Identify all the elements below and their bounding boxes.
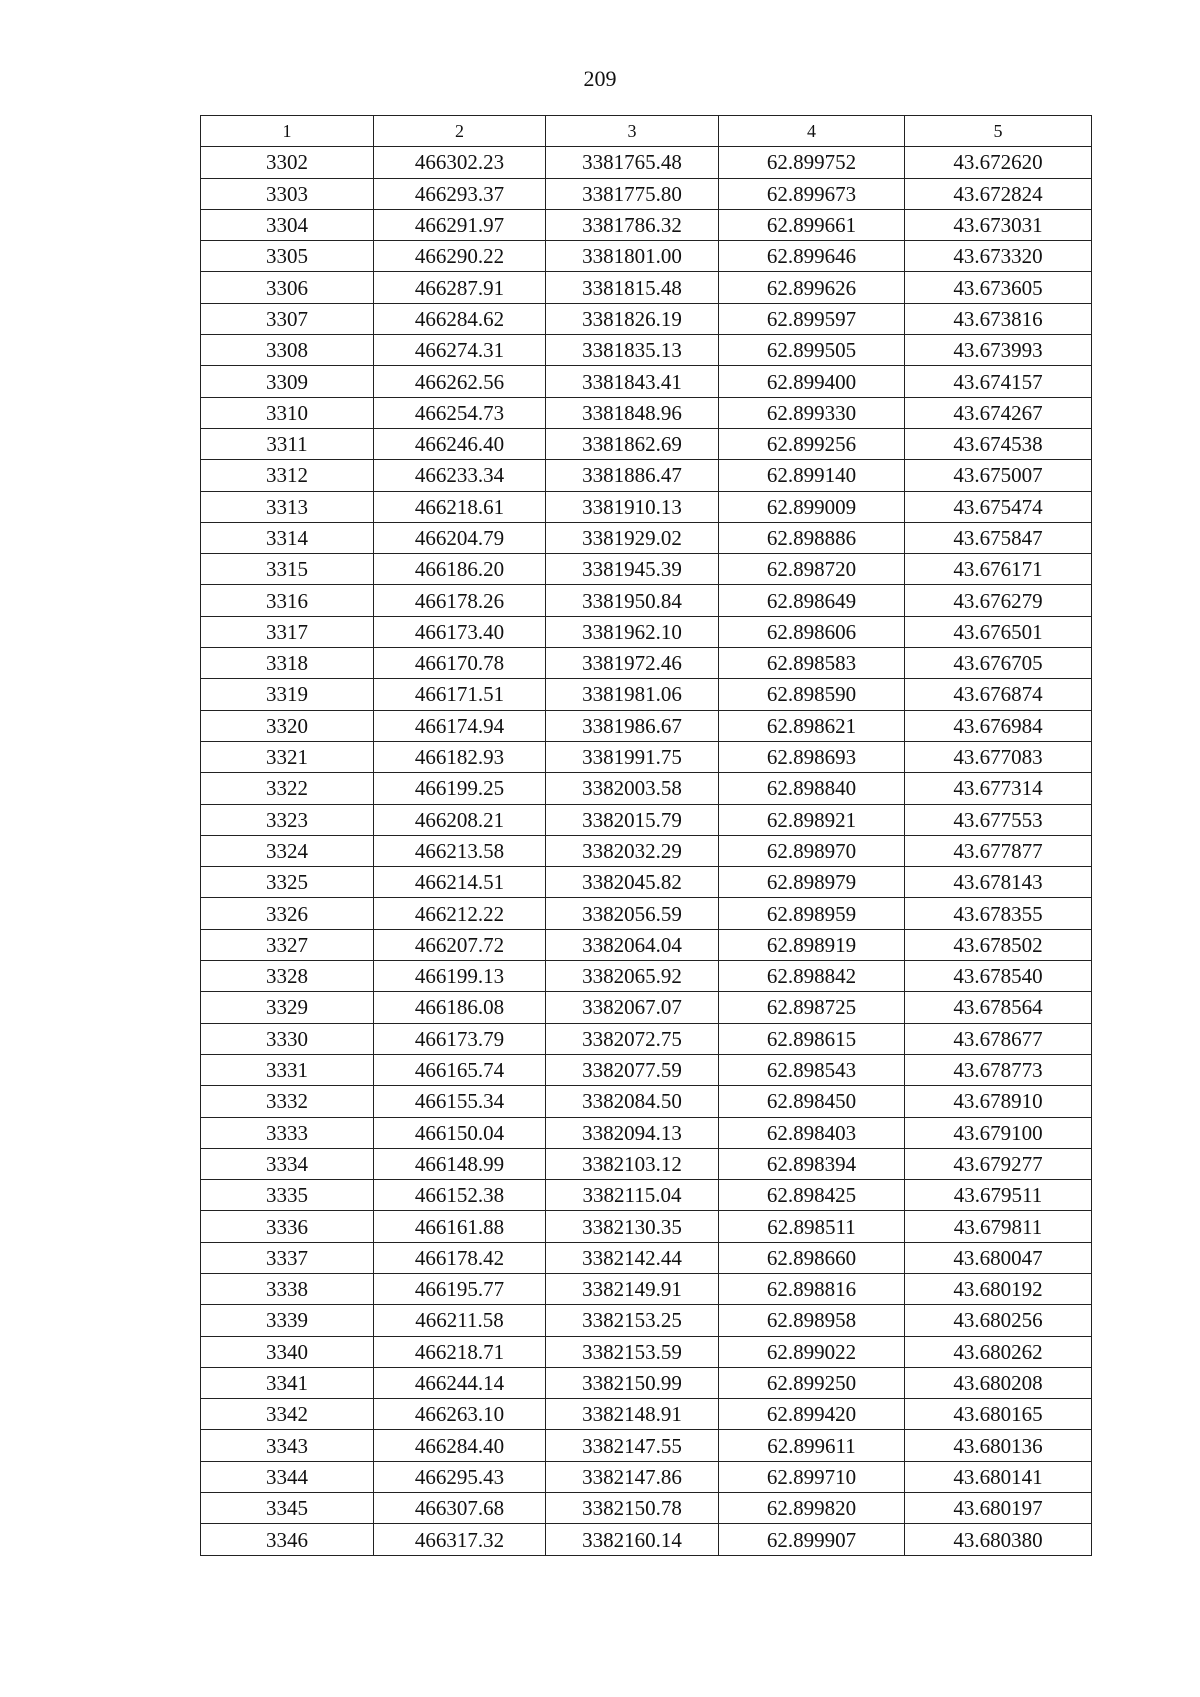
point-number-cell: 3345: [201, 1493, 374, 1524]
y-coordinate-cell: 3382072.75: [546, 1023, 719, 1054]
y-coordinate-cell: 3381986.67: [546, 710, 719, 741]
table-row: [201, 773, 1092, 804]
point-number-cell: 3322: [201, 773, 374, 804]
longitude-cell: 62.898970: [719, 835, 905, 866]
x-coordinate-cell: 466208.21: [374, 804, 546, 835]
point-number-cell: 3337: [201, 1242, 374, 1273]
table-row: [201, 1054, 1092, 1085]
latitude-cell: 43.677877: [905, 835, 1092, 866]
longitude-cell: 62.898660: [719, 1242, 905, 1273]
point-number-cell: 3319: [201, 679, 374, 710]
longitude-cell: 62.899330: [719, 397, 905, 428]
point-number-cell: 3323: [201, 804, 374, 835]
table-row: [201, 1023, 1092, 1054]
y-coordinate-cell: 3381991.75: [546, 741, 719, 772]
table-row: [201, 1273, 1092, 1304]
point-number-cell: 3332: [201, 1086, 374, 1117]
longitude-cell: 62.899250: [719, 1367, 905, 1398]
longitude-cell: 62.898919: [719, 929, 905, 960]
latitude-cell: 43.676874: [905, 679, 1092, 710]
x-coordinate-cell: 466218.71: [374, 1336, 546, 1367]
longitude-cell: 62.898403: [719, 1117, 905, 1148]
longitude-cell: 62.898979: [719, 867, 905, 898]
table-row: [201, 303, 1092, 334]
table-row: [201, 366, 1092, 397]
x-coordinate-cell: 466263.10: [374, 1399, 546, 1430]
coordinates-table: [200, 115, 1092, 1556]
x-coordinate-cell: 466174.94: [374, 710, 546, 741]
x-coordinate-cell: 466214.51: [374, 867, 546, 898]
point-number-cell: 3310: [201, 397, 374, 428]
longitude-cell: 62.898649: [719, 585, 905, 616]
longitude-cell: 62.898543: [719, 1054, 905, 1085]
point-number-cell: 3312: [201, 460, 374, 491]
longitude-cell: 62.899140: [719, 460, 905, 491]
table-row: [201, 1336, 1092, 1367]
longitude-cell: 62.899420: [719, 1399, 905, 1430]
table-row: [201, 1367, 1092, 1398]
point-number-cell: 3320: [201, 710, 374, 741]
point-number-cell: 3307: [201, 303, 374, 334]
longitude-cell: 62.898921: [719, 804, 905, 835]
table-row: [201, 1117, 1092, 1148]
point-number-cell: 3315: [201, 554, 374, 585]
latitude-cell: 43.676501: [905, 616, 1092, 647]
latitude-cell: 43.673320: [905, 241, 1092, 272]
latitude-cell: 43.678502: [905, 929, 1092, 960]
latitude-cell: 43.680165: [905, 1399, 1092, 1430]
x-coordinate-cell: 466284.40: [374, 1430, 546, 1461]
x-coordinate-cell: 466307.68: [374, 1493, 546, 1524]
x-coordinate-cell: 466246.40: [374, 428, 546, 459]
longitude-cell: 62.898394: [719, 1148, 905, 1179]
table-row: [201, 867, 1092, 898]
table-row: [201, 710, 1092, 741]
table-row: [201, 835, 1092, 866]
table-row: [201, 1086, 1092, 1117]
table-row: [201, 1148, 1092, 1179]
table-header: [201, 116, 1092, 147]
y-coordinate-cell: 3382142.44: [546, 1242, 719, 1273]
x-coordinate-cell: 466182.93: [374, 741, 546, 772]
table-row: [201, 428, 1092, 459]
y-coordinate-cell: 3382147.55: [546, 1430, 719, 1461]
latitude-cell: 43.678773: [905, 1054, 1092, 1085]
y-coordinate-cell: 3382065.92: [546, 961, 719, 992]
point-number-cell: 3329: [201, 992, 374, 1023]
y-coordinate-cell: 3381826.19: [546, 303, 719, 334]
latitude-cell: 43.678540: [905, 961, 1092, 992]
table-row: [201, 272, 1092, 303]
point-number-cell: 3318: [201, 648, 374, 679]
table-row: [201, 1305, 1092, 1336]
y-coordinate-cell: 3381972.46: [546, 648, 719, 679]
table-row: [201, 929, 1092, 960]
x-coordinate-cell: 466244.14: [374, 1367, 546, 1398]
latitude-cell: 43.680380: [905, 1524, 1092, 1555]
y-coordinate-cell: 3382003.58: [546, 773, 719, 804]
latitude-cell: 43.676279: [905, 585, 1092, 616]
y-coordinate-cell: 3381910.13: [546, 491, 719, 522]
point-number-cell: 3316: [201, 585, 374, 616]
table-row: [201, 1430, 1092, 1461]
point-number-cell: 3311: [201, 428, 374, 459]
x-coordinate-cell: 466254.73: [374, 397, 546, 428]
point-number-cell: 3302: [201, 147, 374, 178]
y-coordinate-cell: 3382150.99: [546, 1367, 719, 1398]
latitude-cell: 43.677314: [905, 773, 1092, 804]
point-number-cell: 3343: [201, 1430, 374, 1461]
table-row: [201, 1399, 1092, 1430]
point-number-cell: 3327: [201, 929, 374, 960]
latitude-cell: 43.675847: [905, 522, 1092, 553]
latitude-cell: 43.676984: [905, 710, 1092, 741]
longitude-cell: 62.898450: [719, 1086, 905, 1117]
point-number-cell: 3339: [201, 1305, 374, 1336]
latitude-cell: 43.678677: [905, 1023, 1092, 1054]
latitude-cell: 43.680192: [905, 1273, 1092, 1304]
y-coordinate-cell: 3382032.29: [546, 835, 719, 866]
longitude-cell: 62.899673: [719, 178, 905, 209]
longitude-cell: 62.899752: [719, 147, 905, 178]
x-coordinate-cell: 466290.22: [374, 241, 546, 272]
table-row: [201, 1180, 1092, 1211]
x-coordinate-cell: 466262.56: [374, 366, 546, 397]
latitude-cell: 43.680136: [905, 1430, 1092, 1461]
y-coordinate-cell: 3382064.04: [546, 929, 719, 960]
x-coordinate-cell: 466186.20: [374, 554, 546, 585]
x-coordinate-cell: 466152.38: [374, 1180, 546, 1211]
latitude-cell: 43.674157: [905, 366, 1092, 397]
longitude-cell: 62.899820: [719, 1493, 905, 1524]
latitude-cell: 43.672620: [905, 147, 1092, 178]
x-coordinate-cell: 466148.99: [374, 1148, 546, 1179]
point-number-cell: 3333: [201, 1117, 374, 1148]
y-coordinate-cell: 3381786.32: [546, 209, 719, 240]
latitude-cell: 43.678910: [905, 1086, 1092, 1117]
longitude-cell: 62.898693: [719, 741, 905, 772]
latitude-cell: 43.674538: [905, 428, 1092, 459]
longitude-cell: 62.899626: [719, 272, 905, 303]
point-number-cell: 3328: [201, 961, 374, 992]
longitude-cell: 62.899611: [719, 1430, 905, 1461]
latitude-cell: 43.679811: [905, 1211, 1092, 1242]
x-coordinate-cell: 466186.08: [374, 992, 546, 1023]
longitude-cell: 62.898606: [719, 616, 905, 647]
point-number-cell: 3341: [201, 1367, 374, 1398]
longitude-cell: 62.899505: [719, 335, 905, 366]
longitude-cell: 62.899009: [719, 491, 905, 522]
x-coordinate-cell: 466171.51: [374, 679, 546, 710]
x-coordinate-cell: 466173.79: [374, 1023, 546, 1054]
longitude-cell: 62.898958: [719, 1305, 905, 1336]
point-number-cell: 3306: [201, 272, 374, 303]
latitude-cell: 43.678564: [905, 992, 1092, 1023]
x-coordinate-cell: 466178.26: [374, 585, 546, 616]
table-row: [201, 961, 1092, 992]
table-row: [201, 616, 1092, 647]
point-number-cell: 3342: [201, 1399, 374, 1430]
point-number-cell: 3303: [201, 178, 374, 209]
latitude-cell: 43.673816: [905, 303, 1092, 334]
x-coordinate-cell: 466233.34: [374, 460, 546, 491]
table-row: [201, 147, 1092, 178]
latitude-cell: 43.680047: [905, 1242, 1092, 1273]
longitude-cell: 62.899256: [719, 428, 905, 459]
latitude-cell: 43.678143: [905, 867, 1092, 898]
latitude-cell: 43.680141: [905, 1461, 1092, 1492]
y-coordinate-cell: 3382056.59: [546, 898, 719, 929]
latitude-cell: 43.673993: [905, 335, 1092, 366]
point-number-cell: 3340: [201, 1336, 374, 1367]
latitude-cell: 43.679100: [905, 1117, 1092, 1148]
y-coordinate-cell: 3382149.91: [546, 1273, 719, 1304]
point-number-cell: 3321: [201, 741, 374, 772]
table-body: [201, 147, 1092, 1555]
longitude-cell: 62.899597: [719, 303, 905, 334]
column-header-2: 2: [374, 116, 546, 147]
latitude-cell: 43.677083: [905, 741, 1092, 772]
table-row: [201, 1242, 1092, 1273]
point-number-cell: 3336: [201, 1211, 374, 1242]
table-row: [201, 1493, 1092, 1524]
longitude-cell: 62.898425: [719, 1180, 905, 1211]
longitude-cell: 62.898886: [719, 522, 905, 553]
x-coordinate-cell: 466218.61: [374, 491, 546, 522]
x-coordinate-cell: 466293.37: [374, 178, 546, 209]
y-coordinate-cell: 3381945.39: [546, 554, 719, 585]
column-header-1: 1: [201, 116, 374, 147]
latitude-cell: 43.680197: [905, 1493, 1092, 1524]
point-number-cell: 3330: [201, 1023, 374, 1054]
latitude-cell: 43.678355: [905, 898, 1092, 929]
column-header-5: 5: [905, 116, 1092, 147]
latitude-cell: 43.677553: [905, 804, 1092, 835]
longitude-cell: 62.898511: [719, 1211, 905, 1242]
y-coordinate-cell: 3382094.13: [546, 1117, 719, 1148]
table-row: [201, 522, 1092, 553]
x-coordinate-cell: 466295.43: [374, 1461, 546, 1492]
x-coordinate-cell: 466195.77: [374, 1273, 546, 1304]
longitude-cell: 62.899400: [719, 366, 905, 397]
point-number-cell: 3334: [201, 1148, 374, 1179]
longitude-cell: 62.899661: [719, 209, 905, 240]
longitude-cell: 62.898840: [719, 773, 905, 804]
y-coordinate-cell: 3381929.02: [546, 522, 719, 553]
y-coordinate-cell: 3382147.86: [546, 1461, 719, 1492]
longitude-cell: 62.898725: [719, 992, 905, 1023]
y-coordinate-cell: 3382045.82: [546, 867, 719, 898]
y-coordinate-cell: 3381843.41: [546, 366, 719, 397]
point-number-cell: 3314: [201, 522, 374, 553]
x-coordinate-cell: 466150.04: [374, 1117, 546, 1148]
latitude-cell: 43.673605: [905, 272, 1092, 303]
longitude-cell: 62.898842: [719, 961, 905, 992]
y-coordinate-cell: 3382015.79: [546, 804, 719, 835]
x-coordinate-cell: 466170.78: [374, 648, 546, 679]
y-coordinate-cell: 3381886.47: [546, 460, 719, 491]
y-coordinate-cell: 3381815.48: [546, 272, 719, 303]
x-coordinate-cell: 466212.22: [374, 898, 546, 929]
x-coordinate-cell: 466155.34: [374, 1086, 546, 1117]
x-coordinate-cell: 466211.58: [374, 1305, 546, 1336]
y-coordinate-cell: 3381981.06: [546, 679, 719, 710]
point-number-cell: 3335: [201, 1180, 374, 1211]
y-coordinate-cell: 3381775.80: [546, 178, 719, 209]
x-coordinate-cell: 466199.25: [374, 773, 546, 804]
latitude-cell: 43.680256: [905, 1305, 1092, 1336]
longitude-cell: 62.899907: [719, 1524, 905, 1555]
table-row: [201, 460, 1092, 491]
y-coordinate-cell: 3382150.78: [546, 1493, 719, 1524]
y-coordinate-cell: 3381962.10: [546, 616, 719, 647]
latitude-cell: 43.680208: [905, 1367, 1092, 1398]
x-coordinate-cell: 466178.42: [374, 1242, 546, 1273]
table-row: [201, 648, 1092, 679]
point-number-cell: 3313: [201, 491, 374, 522]
x-coordinate-cell: 466204.79: [374, 522, 546, 553]
y-coordinate-cell: 3381801.00: [546, 241, 719, 272]
point-number-cell: 3309: [201, 366, 374, 397]
table-row: [201, 741, 1092, 772]
y-coordinate-cell: 3381765.48: [546, 147, 719, 178]
point-number-cell: 3325: [201, 867, 374, 898]
table-row: [201, 1461, 1092, 1492]
longitude-cell: 62.898621: [719, 710, 905, 741]
table-row: [201, 241, 1092, 272]
point-number-cell: 3308: [201, 335, 374, 366]
longitude-cell: 62.899022: [719, 1336, 905, 1367]
latitude-cell: 43.674267: [905, 397, 1092, 428]
x-coordinate-cell: 466291.97: [374, 209, 546, 240]
table-row: [201, 992, 1092, 1023]
point-number-cell: 3305: [201, 241, 374, 272]
y-coordinate-cell: 3382077.59: [546, 1054, 719, 1085]
table-row: [201, 898, 1092, 929]
longitude-cell: 62.898959: [719, 898, 905, 929]
point-number-cell: 3338: [201, 1273, 374, 1304]
x-coordinate-cell: 466173.40: [374, 616, 546, 647]
y-coordinate-cell: 3382153.59: [546, 1336, 719, 1367]
longitude-cell: 62.898720: [719, 554, 905, 585]
x-coordinate-cell: 466161.88: [374, 1211, 546, 1242]
x-coordinate-cell: 466199.13: [374, 961, 546, 992]
table-row: [201, 178, 1092, 209]
x-coordinate-cell: 466317.32: [374, 1524, 546, 1555]
longitude-cell: 62.898583: [719, 648, 905, 679]
latitude-cell: 43.679511: [905, 1180, 1092, 1211]
x-coordinate-cell: 466213.58: [374, 835, 546, 866]
page-number: 209: [583, 66, 617, 91]
latitude-cell: 43.680262: [905, 1336, 1092, 1367]
x-coordinate-cell: 466165.74: [374, 1054, 546, 1085]
point-number-cell: 3324: [201, 835, 374, 866]
table-row: [201, 397, 1092, 428]
y-coordinate-cell: 3381862.69: [546, 428, 719, 459]
x-coordinate-cell: 466207.72: [374, 929, 546, 960]
table-row: [201, 679, 1092, 710]
latitude-cell: 43.675007: [905, 460, 1092, 491]
x-coordinate-cell: 466287.91: [374, 272, 546, 303]
y-coordinate-cell: 3381835.13: [546, 335, 719, 366]
longitude-cell: 62.898816: [719, 1273, 905, 1304]
longitude-cell: 62.898615: [719, 1023, 905, 1054]
y-coordinate-cell: 3381848.96: [546, 397, 719, 428]
table-row: [201, 554, 1092, 585]
column-header-4: 4: [719, 116, 905, 147]
longitude-cell: 62.899646: [719, 241, 905, 272]
latitude-cell: 43.679277: [905, 1148, 1092, 1179]
y-coordinate-cell: 3382067.07: [546, 992, 719, 1023]
latitude-cell: 43.672824: [905, 178, 1092, 209]
y-coordinate-cell: 3382160.14: [546, 1524, 719, 1555]
y-coordinate-cell: 3382103.12: [546, 1148, 719, 1179]
y-coordinate-cell: 3382153.25: [546, 1305, 719, 1336]
latitude-cell: 43.675474: [905, 491, 1092, 522]
column-header-3: 3: [546, 116, 719, 147]
point-number-cell: 3326: [201, 898, 374, 929]
x-coordinate-cell: 466274.31: [374, 335, 546, 366]
point-number-cell: 3317: [201, 616, 374, 647]
y-coordinate-cell: 3382115.04: [546, 1180, 719, 1211]
latitude-cell: 43.676705: [905, 648, 1092, 679]
longitude-cell: 62.899710: [719, 1461, 905, 1492]
table-row: [201, 491, 1092, 522]
latitude-cell: 43.673031: [905, 209, 1092, 240]
latitude-cell: 43.676171: [905, 554, 1092, 585]
x-coordinate-cell: 466284.62: [374, 303, 546, 334]
header-row: [201, 116, 1092, 147]
y-coordinate-cell: 3381950.84: [546, 585, 719, 616]
table-row: [201, 335, 1092, 366]
table-row: [201, 209, 1092, 240]
point-number-cell: 3344: [201, 1461, 374, 1492]
point-number-cell: 3331: [201, 1054, 374, 1085]
point-number-cell: 3346: [201, 1524, 374, 1555]
table-row: [201, 1211, 1092, 1242]
y-coordinate-cell: 3382130.35: [546, 1211, 719, 1242]
table-row: [201, 1524, 1092, 1555]
y-coordinate-cell: 3382084.50: [546, 1086, 719, 1117]
x-coordinate-cell: 466302.23: [374, 147, 546, 178]
y-coordinate-cell: 3382148.91: [546, 1399, 719, 1430]
longitude-cell: 62.898590: [719, 679, 905, 710]
table-row: [201, 804, 1092, 835]
table-row: [201, 585, 1092, 616]
point-number-cell: 3304: [201, 209, 374, 240]
